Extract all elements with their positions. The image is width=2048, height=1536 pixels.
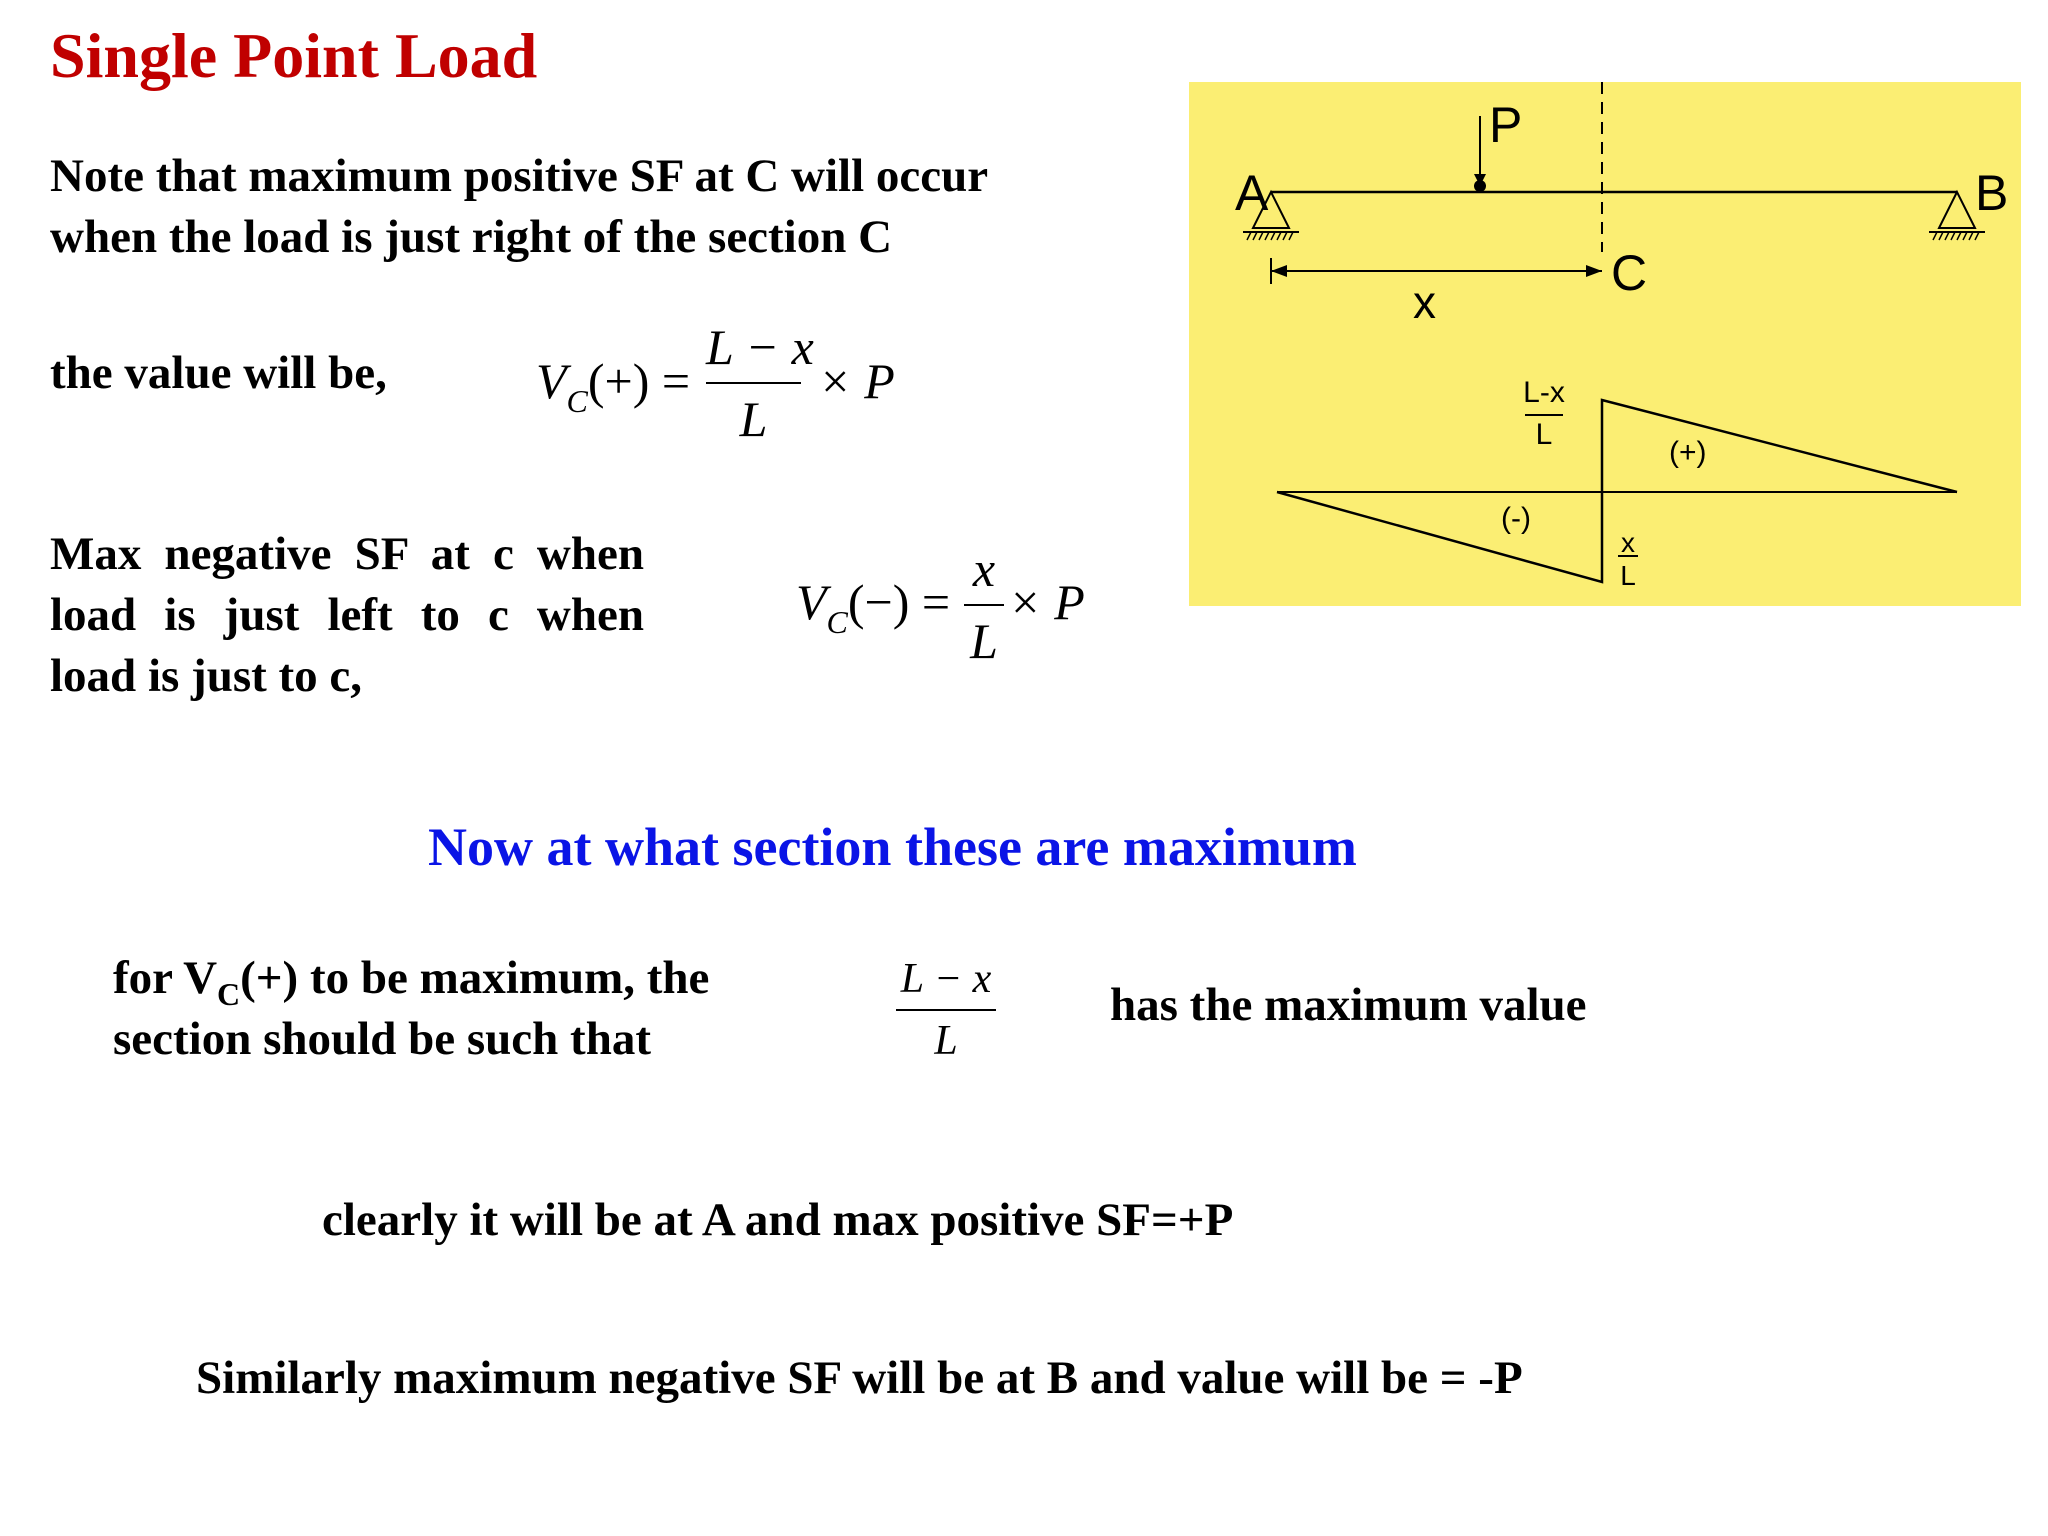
label-a: A xyxy=(1235,165,1269,221)
formula-negative-numerator: x xyxy=(972,541,996,597)
diagram-background xyxy=(1189,82,2021,606)
label-c: C xyxy=(1611,245,1648,301)
formula-positive-denominator: L xyxy=(739,391,768,447)
fraction-bar xyxy=(964,604,1004,606)
formula-negative-fraction xyxy=(964,540,1004,670)
formula-negative-v: V xyxy=(796,574,827,630)
formula-positive-sign: (+) = xyxy=(587,353,691,409)
formula-positive-numerator: L − x xyxy=(706,319,814,375)
formula-positive-times: × P xyxy=(818,353,895,409)
formula-negative-times: × P xyxy=(1008,574,1085,630)
label-p: P xyxy=(1489,97,1523,153)
note-line-2: when the load is just right of the section C xyxy=(50,211,893,263)
pos-ordinate-numerator: L-x xyxy=(1523,376,1565,409)
conclusion-2: Similarly maximum negative SF will be at B and value will be = -P xyxy=(196,1352,1523,1404)
max-neg-line-3: load is just to c, xyxy=(50,650,363,702)
condition-fraction-numerator: L − x xyxy=(900,956,992,1002)
max-neg-line-2: load is just left to c when xyxy=(50,589,644,641)
influence-line-diagram xyxy=(1189,82,2021,606)
positive-sign: (+) xyxy=(1669,436,1707,469)
pos-ordinate-denominator: L xyxy=(1535,418,1553,451)
note-line-1: Note that maximum positive SF at C will occur xyxy=(50,150,989,202)
condition-line-1-sub: C xyxy=(217,976,241,1012)
load-point xyxy=(1474,180,1486,192)
formula-negative-denominator: L xyxy=(970,613,998,669)
formula-positive-fraction xyxy=(706,318,814,448)
value-label: the value will be, xyxy=(50,347,387,399)
formula-positive-v: V xyxy=(536,353,567,409)
formula-negative-lhs xyxy=(796,573,951,640)
condition-line-1-b: (+) to be maximum, the xyxy=(240,952,710,1004)
neg-ordinate-denominator: L xyxy=(1620,560,1636,591)
condition-line-1-a: for V xyxy=(113,952,218,1004)
page-title: Single Point Load xyxy=(50,20,538,91)
formula-negative-sign: (−) = xyxy=(847,574,951,630)
condition-tail: has the maximum value xyxy=(1110,979,1587,1031)
neg-ordinate-numerator: x xyxy=(1621,527,1635,558)
formula-positive-sub: C xyxy=(566,383,588,419)
condition-fraction-denominator: L xyxy=(934,1018,958,1064)
label-b: B xyxy=(1975,165,2009,221)
max-neg-line-1: Max negative SF at c when xyxy=(50,528,644,580)
fraction-bar xyxy=(896,1009,996,1011)
conclusion-1: clearly it will be at A and max positive SF=+P xyxy=(322,1194,1234,1246)
question-heading: Now at what section these are maximum xyxy=(428,817,1357,877)
fraction-bar xyxy=(706,382,801,384)
condition-line-1 xyxy=(113,948,709,1013)
negative-sign: (-) xyxy=(1501,502,1531,535)
condition-line-2: section should be such that xyxy=(113,1013,651,1065)
formula-negative-sub: C xyxy=(826,604,848,640)
formula-positive-lhs xyxy=(536,352,691,419)
condition-fraction xyxy=(896,955,996,1065)
label-x: x xyxy=(1413,276,1436,328)
